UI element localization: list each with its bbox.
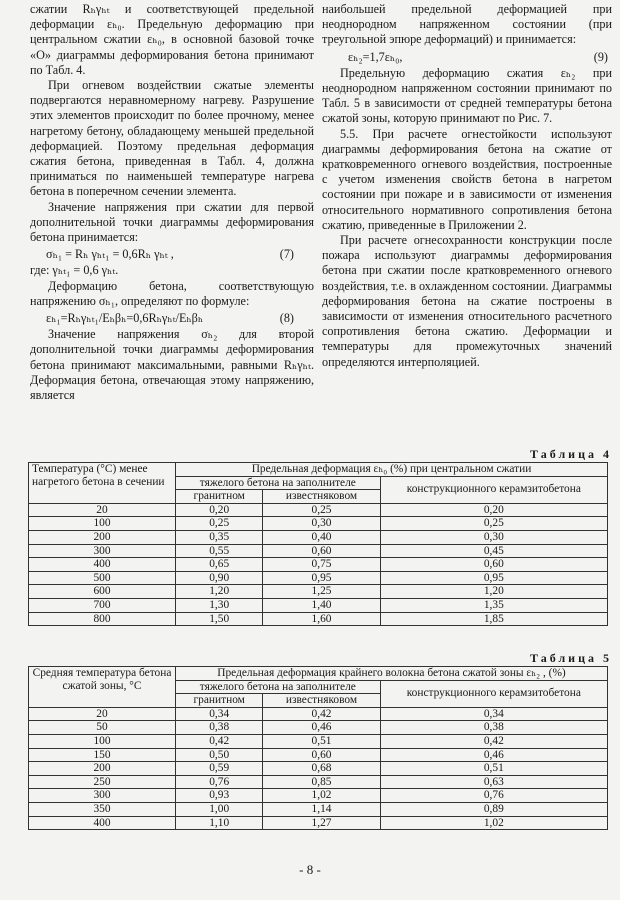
header-keramzit: конструкционного керамзитобетона <box>380 476 607 503</box>
table-row <box>29 748 608 762</box>
table-cell: 0,20 <box>380 503 607 517</box>
table-cell: 500 <box>29 571 176 585</box>
header-temperature: Температура (°С) менее нагретого бетона в сечении <box>29 463 176 504</box>
header-keramzit: конструкционного керамзитобетона <box>380 680 607 707</box>
table-cell: 1,02 <box>263 789 380 803</box>
table-cell: 0,46 <box>380 748 607 762</box>
table-cell: 0,38 <box>176 721 263 735</box>
table-cell: 0,60 <box>263 748 380 762</box>
table-cell: 800 <box>29 612 176 626</box>
table-cell: 700 <box>29 598 176 612</box>
table-row <box>29 544 608 558</box>
table-cell: 150 <box>29 748 176 762</box>
page-number: - 8 - <box>299 862 321 877</box>
table-cell: 0,60 <box>263 544 380 558</box>
table-cell: 300 <box>29 789 176 803</box>
paragraph: наибольшей предельной деформацией при неоднородном напряженном состоянии (при треугольной эпюре деформаций) и принимается: <box>322 2 612 47</box>
formula-7 <box>30 245 314 263</box>
table-cell: 0,25 <box>380 517 607 531</box>
left-column <box>30 2 314 403</box>
table-cell: 0,75 <box>263 558 380 572</box>
table-cell: 0,60 <box>380 558 607 572</box>
formula-text: εₕ₁=Rₕγₕₜ₁/Eₕβₕ=0,6Rₕγₕₜ/Eₕβₕ <box>46 311 204 326</box>
table-4-body <box>29 503 608 625</box>
table-cell: 0,46 <box>263 721 380 735</box>
header-main: Предельная деформация крайнего волокна бетона сжатой зоны εₕ₂ , (%) <box>176 667 608 681</box>
table-row <box>29 503 608 517</box>
table-cell: 0,90 <box>176 571 263 585</box>
table-5-body <box>29 707 608 829</box>
table-cell: 0,34 <box>176 707 263 721</box>
table-row <box>29 762 608 776</box>
table-row <box>29 585 608 599</box>
table-cell: 1,02 <box>380 816 607 830</box>
table-cell: 0,63 <box>380 775 607 789</box>
table-cell: 50 <box>29 721 176 735</box>
table-cell: 0,89 <box>380 802 607 816</box>
table-cell: 0,51 <box>263 734 380 748</box>
table-cell: 1,50 <box>176 612 263 626</box>
formula-text: εₕ₂=1,7εₕ₀, <box>348 49 403 64</box>
formula-note: где: γₕₜ₁ = 0,6 γₕₜ. <box>30 263 119 278</box>
table-row <box>29 530 608 544</box>
table-cell: 400 <box>29 816 176 830</box>
table-4-caption: Таблица 4 <box>530 447 612 461</box>
table-5-caption: Таблица 5 <box>530 651 612 665</box>
header-granite: гранитном <box>176 490 263 504</box>
table-cell: 0,25 <box>176 517 263 531</box>
table-cell: 350 <box>29 802 176 816</box>
table-cell: 0,59 <box>176 762 263 776</box>
table-cell: 1,00 <box>176 802 263 816</box>
table-cell: 0,30 <box>380 530 607 544</box>
table-cell: 600 <box>29 585 176 599</box>
table-row <box>29 734 608 748</box>
table-cell: 0,93 <box>176 789 263 803</box>
paragraph: При расчете огнесохранности конструкции после пожара используют диаграммы деформирования бетона при сжатии после кратковременного огневого воздействия, т.е. в охлажденном состоянии. Диаграммы деформирования бетона на сжатие построены в зависимости от изменения относительного расчетного сопротивления бетона сжатию. Деформации и температуры для промежуточных значений определяются интерполяцией. <box>322 233 612 369</box>
table-cell: 0,55 <box>176 544 263 558</box>
table-row <box>29 789 608 803</box>
table-cell: 1,20 <box>176 585 263 599</box>
paragraph: Деформацию бетона, соответствующую напряжению σₕ₁, определяют по формуле: <box>30 278 314 308</box>
table-cell: 0,25 <box>263 503 380 517</box>
table-cell: 0,42 <box>263 707 380 721</box>
formula-number: (7) <box>279 247 294 262</box>
header-temperature: Средняя температура бетона сжатой зоны, °С <box>29 667 176 708</box>
paragraph: Предельную деформацию сжатия εₕ₂ при неоднородном напряженном состоянии принимают по Табл. 5 в зависимости от средней температуры бетона сжатой зоны, которую принимают по Рис. 7. <box>322 65 612 126</box>
table-cell: 0,65 <box>176 558 263 572</box>
table-cell: 0,42 <box>176 734 263 748</box>
table-row <box>29 598 608 612</box>
paragraph: сжатии Rₕγₕₜ и соответствующей предельной деформации εₕ₀. Предельную деформацию при центральном сжатии εₕ₀, в основной базовой точке «О» диаграммы деформирования бетона принимают по Табл. 4. <box>30 2 314 77</box>
table-cell: 0,85 <box>263 775 380 789</box>
table-4 <box>28 462 608 626</box>
table-row <box>29 612 608 626</box>
table-5 <box>28 666 608 830</box>
table-cell: 1,27 <box>263 816 380 830</box>
formula-8 <box>30 309 314 327</box>
table-cell: 0,30 <box>263 517 380 531</box>
table-cell: 1,35 <box>380 598 607 612</box>
table-row <box>29 721 608 735</box>
formula-number: (9) <box>593 49 608 64</box>
table-row <box>29 517 608 531</box>
table-row <box>29 558 608 572</box>
table-cell: 0,40 <box>263 530 380 544</box>
table-cell: 1,85 <box>380 612 607 626</box>
table-cell: 0,76 <box>176 775 263 789</box>
formula-text: σₕ₁ = Rₕ γₕₜ₁ = 0,6Rₕ γₕₜ , <box>46 247 174 262</box>
table-cell: 1,20 <box>380 585 607 599</box>
table-cell: 0,51 <box>380 762 607 776</box>
table-row <box>29 802 608 816</box>
table-cell: 0,95 <box>380 571 607 585</box>
table-cell: 1,14 <box>263 802 380 816</box>
paragraph: При огневом воздействии сжатые элементы подвергаются неравномерному нагреву. Разрушение этих элементов происходит по более прочному, менее нагретому бетону, обладающему меньшей предельной деформацией. Поэтому предельная деформация сжатия бетона, приведенная в Табл. 4, должна приниматься по наименьшей температуре нагрева бетона в поперечном сечении элемента. <box>30 78 314 199</box>
table-row <box>29 707 608 721</box>
table-cell: 1,25 <box>263 585 380 599</box>
formula-9 <box>322 48 612 66</box>
right-column <box>322 2 612 370</box>
table-cell: 1,60 <box>263 612 380 626</box>
table-cell: 300 <box>29 544 176 558</box>
table-cell: 0,35 <box>176 530 263 544</box>
table-cell: 200 <box>29 762 176 776</box>
paragraph: 5.5. При расчете огнестойкости используют диаграммы деформирования бетона на сжатие от кратковременного огневого воздействия, построенные с учетом изменения свойств бетона в нагретом состоянии при пожаре и в зависимости от изменения относительного нормативного сопротивления бетона сжатию, приведенные в Приложении 2. <box>322 126 612 232</box>
table-cell: 0,20 <box>176 503 263 517</box>
table-cell: 200 <box>29 530 176 544</box>
table-cell: 20 <box>29 707 176 721</box>
table-row <box>29 571 608 585</box>
table-cell: 0,95 <box>263 571 380 585</box>
table-cell: 0,42 <box>380 734 607 748</box>
table-cell: 1,10 <box>176 816 263 830</box>
table-row <box>29 775 608 789</box>
table-cell: 1,30 <box>176 598 263 612</box>
table-cell: 1,40 <box>263 598 380 612</box>
table-cell: 0,45 <box>380 544 607 558</box>
header-heavy-concrete: тяжелого бетона на заполнителе <box>176 680 381 694</box>
header-limestone: известняковом <box>263 694 380 708</box>
header-granite: гранитном <box>176 694 263 708</box>
table-cell: 250 <box>29 775 176 789</box>
table-cell: 100 <box>29 517 176 531</box>
table-row <box>29 816 608 830</box>
table-cell: 100 <box>29 734 176 748</box>
table-cell: 0,38 <box>380 721 607 735</box>
header-limestone: известняковом <box>263 490 380 504</box>
table-cell: 0,68 <box>263 762 380 776</box>
paragraph: Значение напряжения при сжатии для первой дополнительной точки диаграммы деформирования бетона принимается: <box>30 199 314 245</box>
formula-number: (8) <box>279 311 294 326</box>
table-cell: 0,34 <box>380 707 607 721</box>
header-main: Предельная деформация εₕ₀ (%) при центральном сжатии <box>176 463 608 477</box>
table-cell: 0,76 <box>380 789 607 803</box>
table-cell: 0,50 <box>176 748 263 762</box>
table-cell: 20 <box>29 503 176 517</box>
table-cell: 400 <box>29 558 176 572</box>
header-heavy-concrete: тяжелого бетона на заполнителе <box>176 476 381 490</box>
paragraph: Значение напряжения σₕ₂ для второй дополнительной точки диаграммы деформирования бетона принимают максимальными, равными Rₕγₕₜ. Деформация бетона, отвечающая этому напряжению, является <box>30 327 314 403</box>
